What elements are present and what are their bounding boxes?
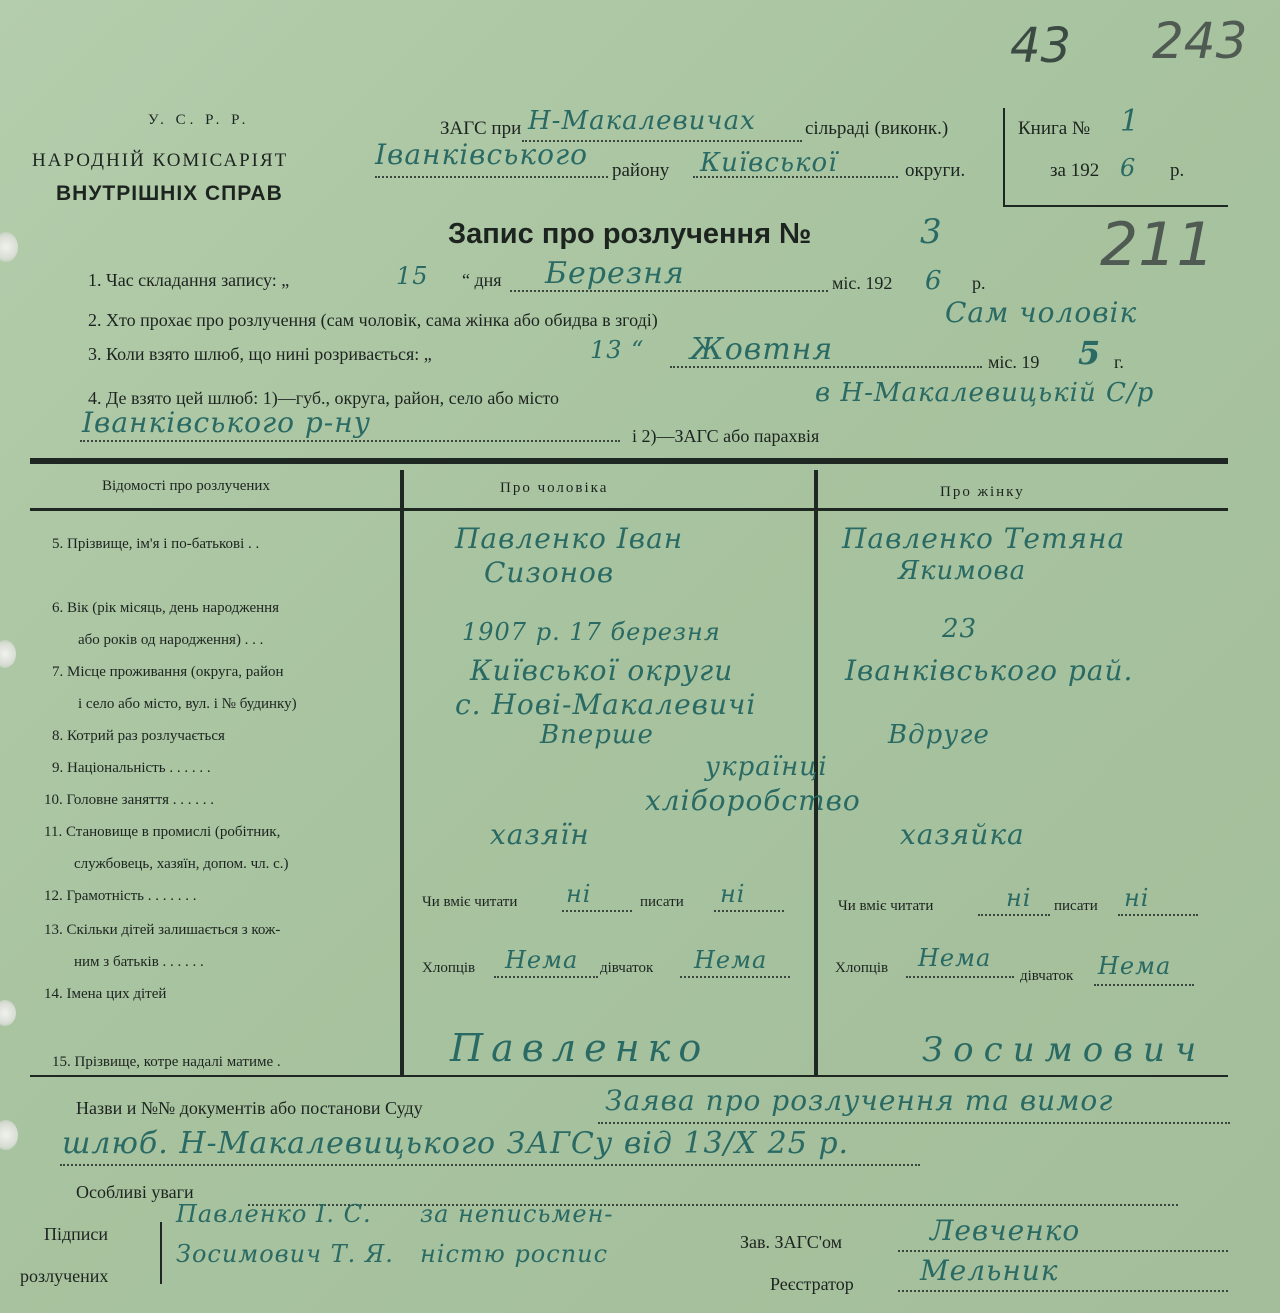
signatures-label-1: Підписи [44, 1224, 109, 1244]
notes-label: Особливі уваги [76, 1182, 194, 1202]
wife-boys-label: Хлопців [835, 960, 889, 976]
item-1-mis: міс. 192 [832, 273, 893, 293]
husband-name-1: Павленко Іван [455, 522, 684, 555]
husband-write: ні [720, 880, 746, 908]
record-number: 3 [920, 212, 943, 252]
col-header-husband: Про чоловіка [500, 480, 609, 496]
husband-birth: 1907 р. 17 березня [462, 618, 721, 646]
signature-note-1: за неписьмен- [420, 1200, 614, 1228]
husband-times: Вперше [540, 720, 654, 750]
wife-name-2: Якимова [898, 556, 1027, 586]
item-1-dnia: “ дня [462, 270, 502, 290]
item-1-day: 15 [396, 262, 429, 290]
district-name: Іванківського [375, 138, 588, 171]
item-1-r: р. [972, 273, 986, 293]
header-vnutr: ВНУТРІШНІХ СПРАВ [56, 182, 283, 205]
item-3-r: г. [1114, 352, 1124, 372]
item-2-label: 2. Хто прохає про розлучення (сам чоловік, сама жінка або обидва в згоді) [88, 310, 658, 330]
okruha-name: Київської [700, 148, 838, 178]
item-3-mis: міс. 19 [988, 352, 1040, 372]
husband-boys-label: Хлопців [422, 960, 476, 976]
item-4-place-2: Іванківського р-ну [82, 406, 371, 439]
residence-line-1: Київської округи [470, 654, 734, 687]
husband-future-surname: Павленко [450, 1026, 710, 1070]
col-header-info: Відомості про розлучених [102, 478, 270, 494]
item-3-month: Жовтня [690, 332, 834, 367]
zags-head-label: Зав. ЗАГС'ом [740, 1232, 842, 1252]
row-11-label-a: 11. Становище в промислі (робітник, [44, 824, 281, 840]
wife-write: ні [1124, 884, 1150, 912]
zags-head-signature: Левченко [930, 1214, 1081, 1247]
header-ussr: У. С. Р. Р. [148, 112, 250, 128]
row-8-label: 8. Котрий раз розлучається [52, 728, 225, 744]
wife-read-label: Чи вміє читати [838, 898, 934, 914]
row-13-label-b: ним з батьків . . . . . . [74, 954, 204, 970]
row-7-label-b: і село або місто, вул. і № будинку) [78, 696, 297, 712]
husband-position: хазяїн [490, 818, 590, 851]
row-15-label: 15. Прізвище, котре надалі матиме . [52, 1054, 281, 1070]
item-3-day: 13 “ [590, 336, 645, 364]
item-1-label: 1. Час складання запису: „ [88, 270, 290, 290]
wife-times: Вдруге [888, 720, 990, 750]
zags-village: Н-Макалевичах [528, 106, 756, 136]
signature-wife: Зосимович Т. Я. [176, 1240, 394, 1268]
binder-hole [0, 1120, 18, 1150]
row-11-label-b: службовець, хазяїн, допом. чл. с.) [74, 856, 289, 872]
item-1-month: Березня [545, 256, 685, 291]
husband-read: ні [566, 880, 592, 908]
row-13-label-a: 13. Скільки дітей залишається з кож- [44, 922, 281, 938]
nationality: українці [705, 752, 828, 782]
documents-value-1: Заява про розлучення та вимог [605, 1084, 1114, 1117]
silradi-label: сільраді (виконк.) [805, 118, 949, 139]
zags-label: ЗАГС при [440, 118, 522, 139]
item-3-year-digit: 5 [1078, 334, 1102, 372]
wife-girls-label: дівчаток [1020, 968, 1074, 984]
registrar-signature: Мельник [920, 1254, 1059, 1287]
row-14-label: 14. Імена цих дітей [44, 986, 167, 1002]
row-10-label: 10. Головне заняття . . . . . . [44, 792, 214, 808]
row-6-label-a: 6. Вік (рік місяць, день народження [52, 600, 280, 616]
record-title: Запис про розлучення № [448, 218, 812, 250]
item-4-place-1: в Н-Макалевицькій С/р [815, 378, 1155, 408]
binder-hole [0, 232, 18, 262]
archive-number-3: 211 [1100, 210, 1215, 280]
wife-girls: Нема [1098, 952, 1172, 980]
husband-girls-label: дівчаток [600, 960, 654, 976]
archive-number-2: 243 [1152, 12, 1248, 70]
documents-label: Назви и №№ документів або постанови Суду [76, 1098, 423, 1118]
book-label: Книга № [1018, 118, 1091, 139]
residence-line-2: с. Нові-Макалевичі [455, 688, 757, 721]
wife-future-surname: Зосимович [922, 1030, 1207, 1070]
husband-write-label: писати [640, 894, 684, 910]
wife-read: ні [1006, 884, 1032, 912]
wife-position: хазяйка [900, 818, 1025, 851]
row-7-label-a: 7. Місце проживання (округа, район [52, 664, 284, 680]
signatures-label-2: розлучених [20, 1266, 109, 1286]
husband-name-2: Сизонов [484, 556, 615, 589]
raion-label: району [612, 160, 670, 181]
item-1-year-digit: 6 [925, 266, 943, 296]
row-6-label-b: або років од народження) . . . [78, 632, 264, 648]
husband-girls: Нема [694, 946, 768, 974]
book-year-prefix: за 192 [1050, 160, 1100, 181]
archive-number-1: 43 [1010, 18, 1072, 74]
row-5-label: 5. Прізвище, ім'я і по-батькові . . [52, 536, 260, 552]
husband-boys: Нема [505, 946, 579, 974]
row-12-label: 12. Грамотність . . . . . . . [44, 888, 197, 904]
occupation: хліборобство [645, 784, 861, 817]
binder-hole [0, 1000, 16, 1026]
wife-age: 23 [942, 614, 978, 644]
residence-line-1-cont: Іванківського рай. [845, 654, 1134, 687]
book-year-digit: 6 [1120, 154, 1137, 182]
wife-boys: Нема [918, 944, 992, 972]
item-2-value: Сам чоловік [945, 296, 1138, 329]
col-header-wife: Про жінку [940, 484, 1025, 500]
item-4-label: 4. Де взято цей шлюб: 1)—губ., округа, район, село або місто [88, 388, 559, 408]
signature-husband: Павленко І. С. [176, 1200, 372, 1228]
signature-note-2: ністю роспис [420, 1240, 609, 1268]
husband-read-label: Чи вміє читати [422, 894, 518, 910]
binder-hole [0, 640, 16, 668]
row-9-label: 9. Національність . . . . . . [52, 760, 211, 776]
registrar-label: Реєстратор [770, 1274, 854, 1294]
item-4-zags-label: і 2)—ЗАГС або парахвія [632, 426, 820, 446]
item-3-label: 3. Коли взято шлюб, що нині розривається: „ [88, 344, 432, 364]
book-number: 1 [1120, 104, 1141, 139]
okruhy-label: округи. [905, 160, 966, 181]
documents-value-2: шлюб. Н-Макалевицького ЗАГСу від 13/X 25 р. [62, 1126, 850, 1161]
header-narkom: НАРОДНІЙ КОМІСАРІЯТ [32, 150, 289, 171]
wife-write-label: писати [1054, 898, 1098, 914]
wife-name-1: Павленко Тетяна [842, 522, 1126, 555]
book-year-suffix: р. [1170, 160, 1185, 181]
